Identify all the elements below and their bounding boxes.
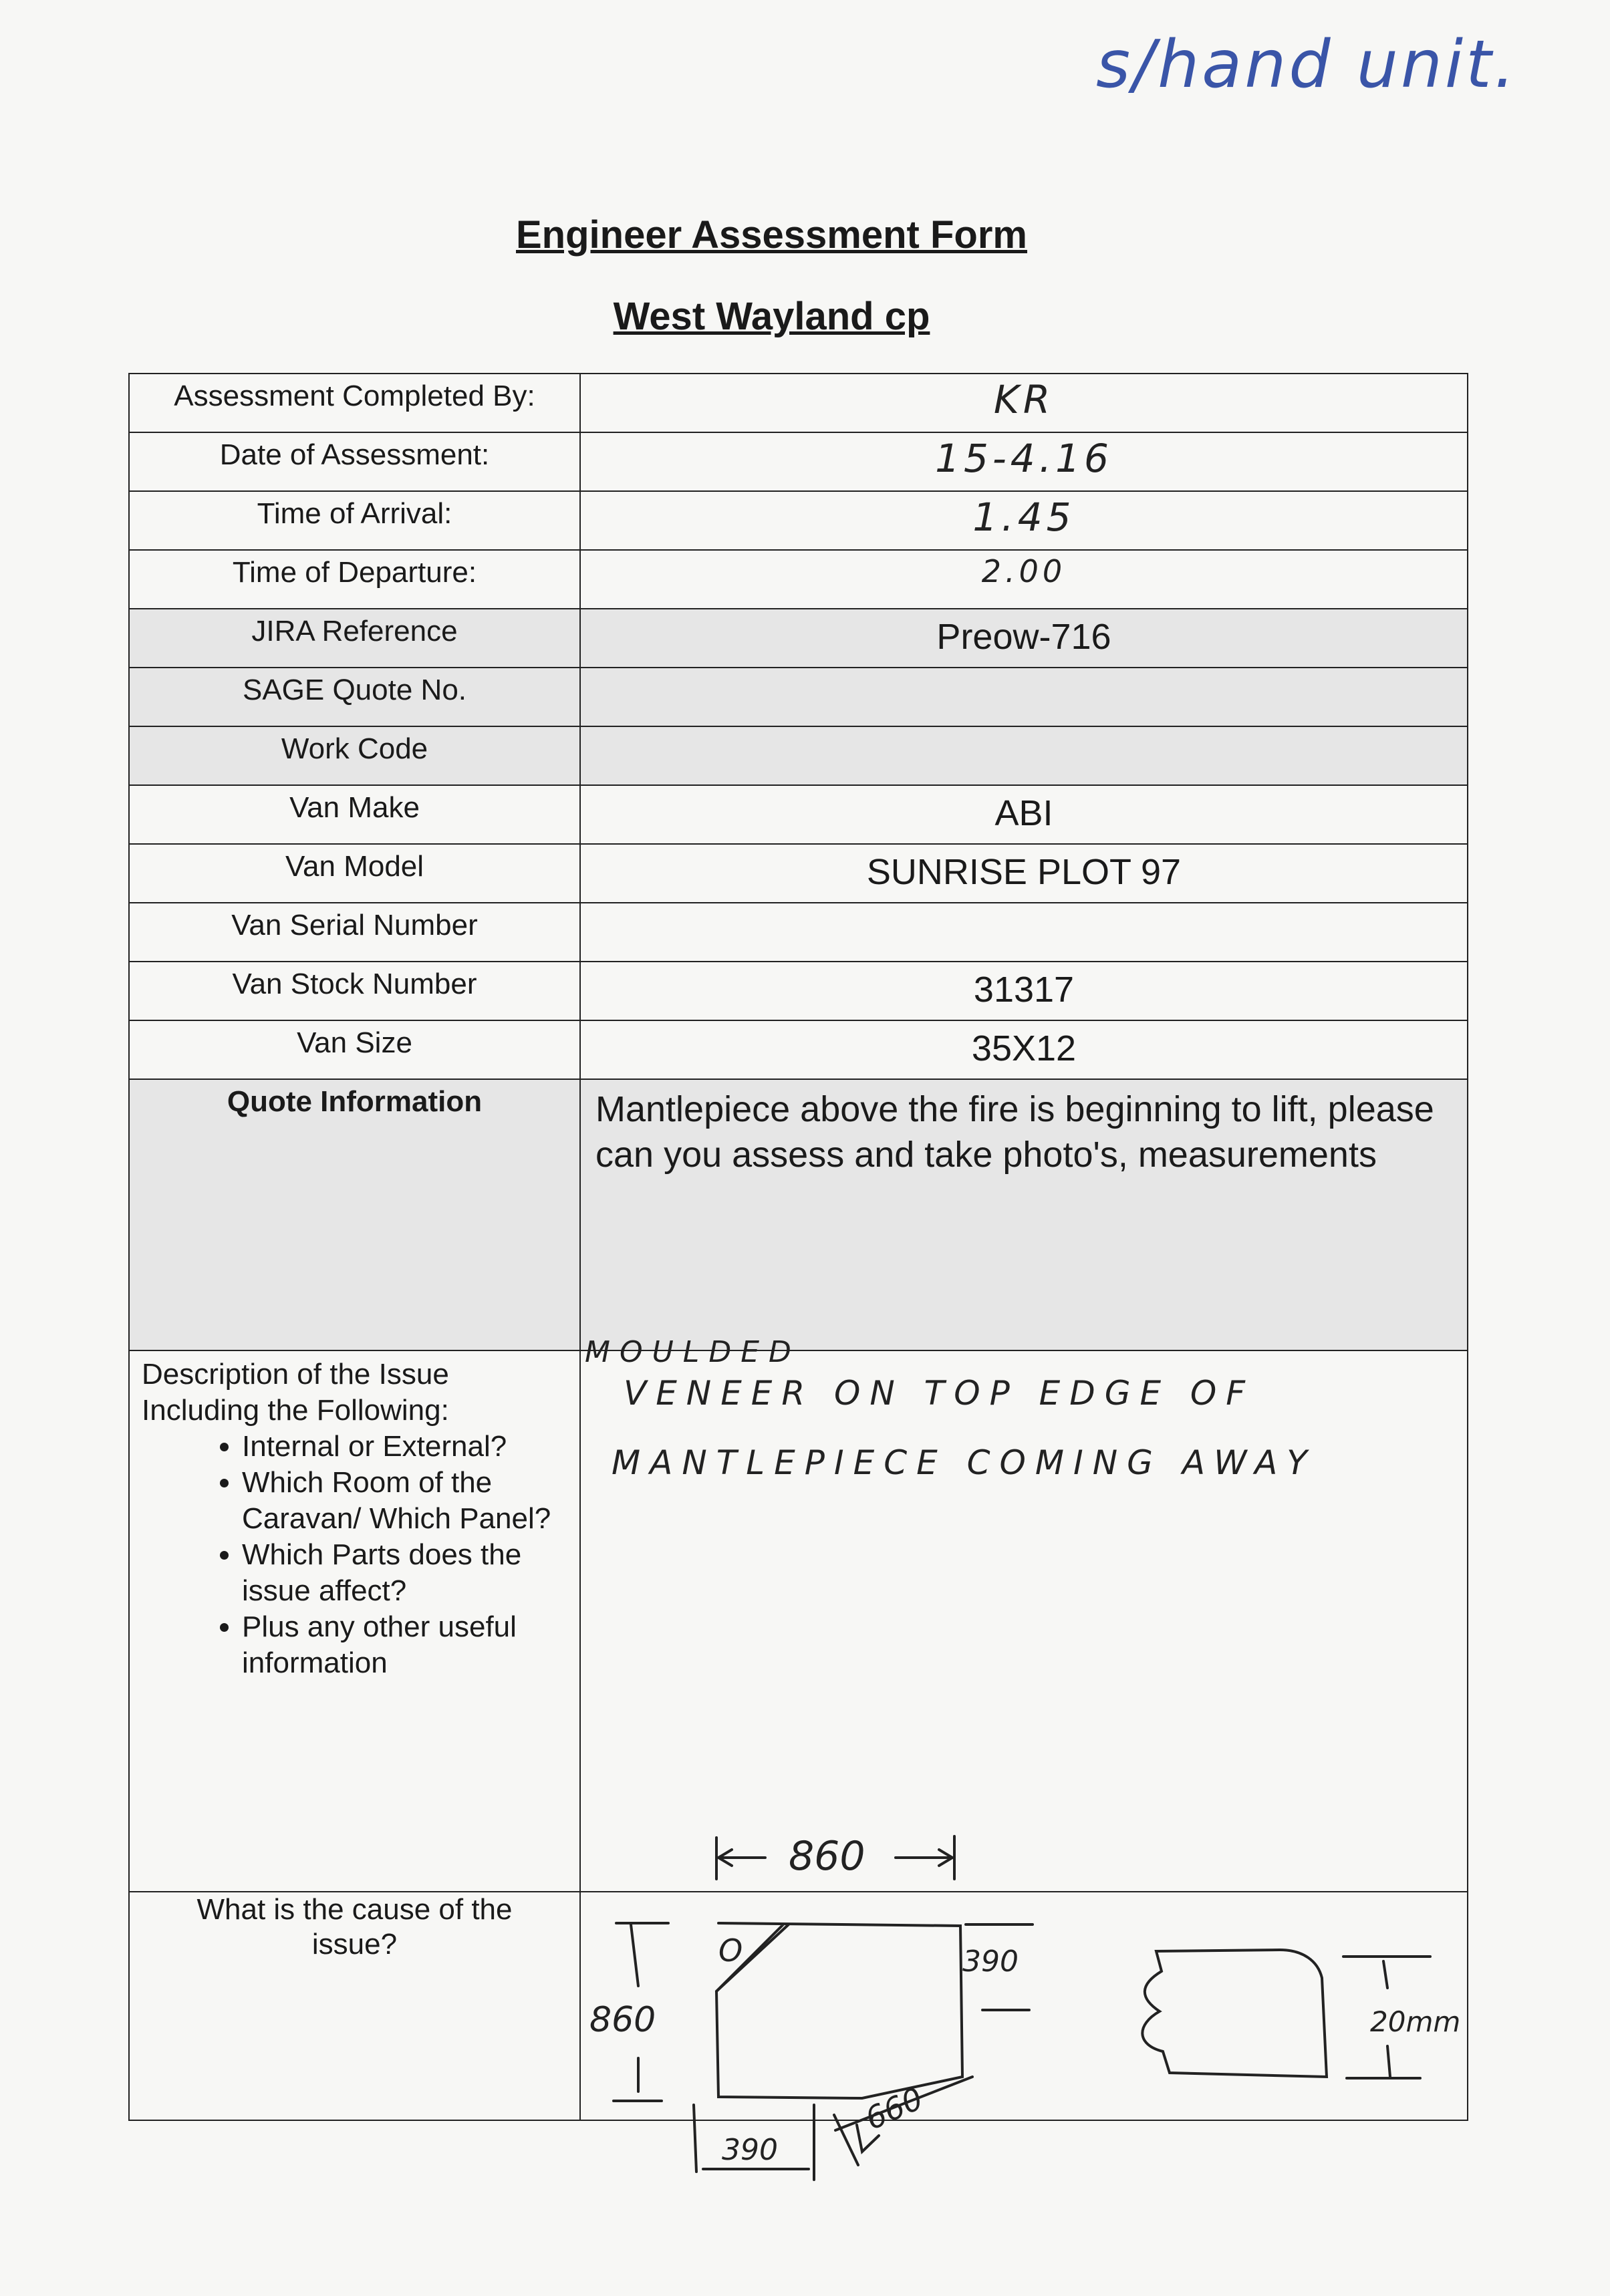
form-subtitle: West Wayland cp xyxy=(613,295,930,338)
arrival-value: 1.45 xyxy=(972,494,1075,540)
profile-dim-label: 20mm xyxy=(1370,2005,1461,2038)
quote-label: Quote Information xyxy=(129,1079,580,1350)
van-make-value: ABI xyxy=(994,793,1053,833)
profile-outline xyxy=(1142,1950,1327,2077)
row-label: SAGE Quote No. xyxy=(129,668,580,726)
quote-text: Mantlepiece above the fire is beginning to lift, please can you assess and take photo's, measurements xyxy=(580,1079,1468,1350)
van-stock-value: 31317 xyxy=(973,970,1075,1010)
van-model-value: SUNRISE PLOT 97 xyxy=(866,852,1182,892)
list-item: • Plus any other useful information xyxy=(242,1609,567,1681)
row-label: Time of Arrival: xyxy=(129,491,580,550)
row-label: Van Size xyxy=(129,1020,580,1079)
dim-left-line xyxy=(631,1924,638,1986)
list-item: • Internal or External? xyxy=(242,1429,567,1465)
dim-diagonal-label: 660 xyxy=(859,2079,928,2137)
row-label: Assessment Completed By: xyxy=(129,374,580,432)
sketch-strokes xyxy=(614,1836,1430,2180)
jira-value: Preow-716 xyxy=(936,617,1111,657)
list-item: • Which Room of the Caravan/ Which Panel? xyxy=(242,1465,567,1537)
corner-mark: O xyxy=(718,1932,743,1969)
sketch-labels xyxy=(589,1833,1460,2167)
mantle-outline xyxy=(716,1923,962,2098)
handwritten-line: MOULDED xyxy=(585,1335,801,1369)
completed-by-value: KR xyxy=(993,377,1055,422)
row-label: Date of Assessment: xyxy=(129,432,580,491)
dim-bottom-label: 390 xyxy=(722,2133,778,2167)
date-value: 15-4.16 xyxy=(935,436,1113,481)
row-label: Van Model xyxy=(129,844,580,903)
profile-dim-line xyxy=(1383,1961,1387,1988)
handwritten-line: MANTLEPIECE COMING AWAY xyxy=(612,1443,1317,1482)
profile-dim-line-lower xyxy=(1387,2046,1390,2077)
row-label: Van Make xyxy=(129,785,580,844)
dim-top-label: 860 xyxy=(789,1833,865,1880)
row-label: Work Code xyxy=(129,726,580,785)
row-label: Van Stock Number xyxy=(129,962,580,1020)
row-label: Van Serial Number xyxy=(129,903,580,962)
form-title: Engineer Assessment Form xyxy=(516,213,1027,257)
list-item: • Which Parts does the issue affect? xyxy=(242,1537,567,1609)
dim-right-label: 390 xyxy=(962,1945,1019,1979)
van-size-value: 35X12 xyxy=(971,1028,1077,1068)
cause-label: What is the cause of the issue? xyxy=(129,1892,580,2120)
description-label: Description of the Issue xyxy=(142,1358,449,1391)
handwritten-note: s/hand unit. xyxy=(1096,27,1518,103)
departure-value: 2.00 xyxy=(981,553,1067,589)
handwritten-line: VENEER ON TOP EDGE OF xyxy=(624,1374,1255,1413)
row-label: Time of Departure: xyxy=(129,550,580,609)
description-sublabel: Including the Following: xyxy=(142,1394,449,1427)
dim-left-label: 860 xyxy=(589,2000,656,2040)
row-label: JIRA Reference xyxy=(129,609,580,668)
dim-bottom-left xyxy=(694,2105,696,2172)
